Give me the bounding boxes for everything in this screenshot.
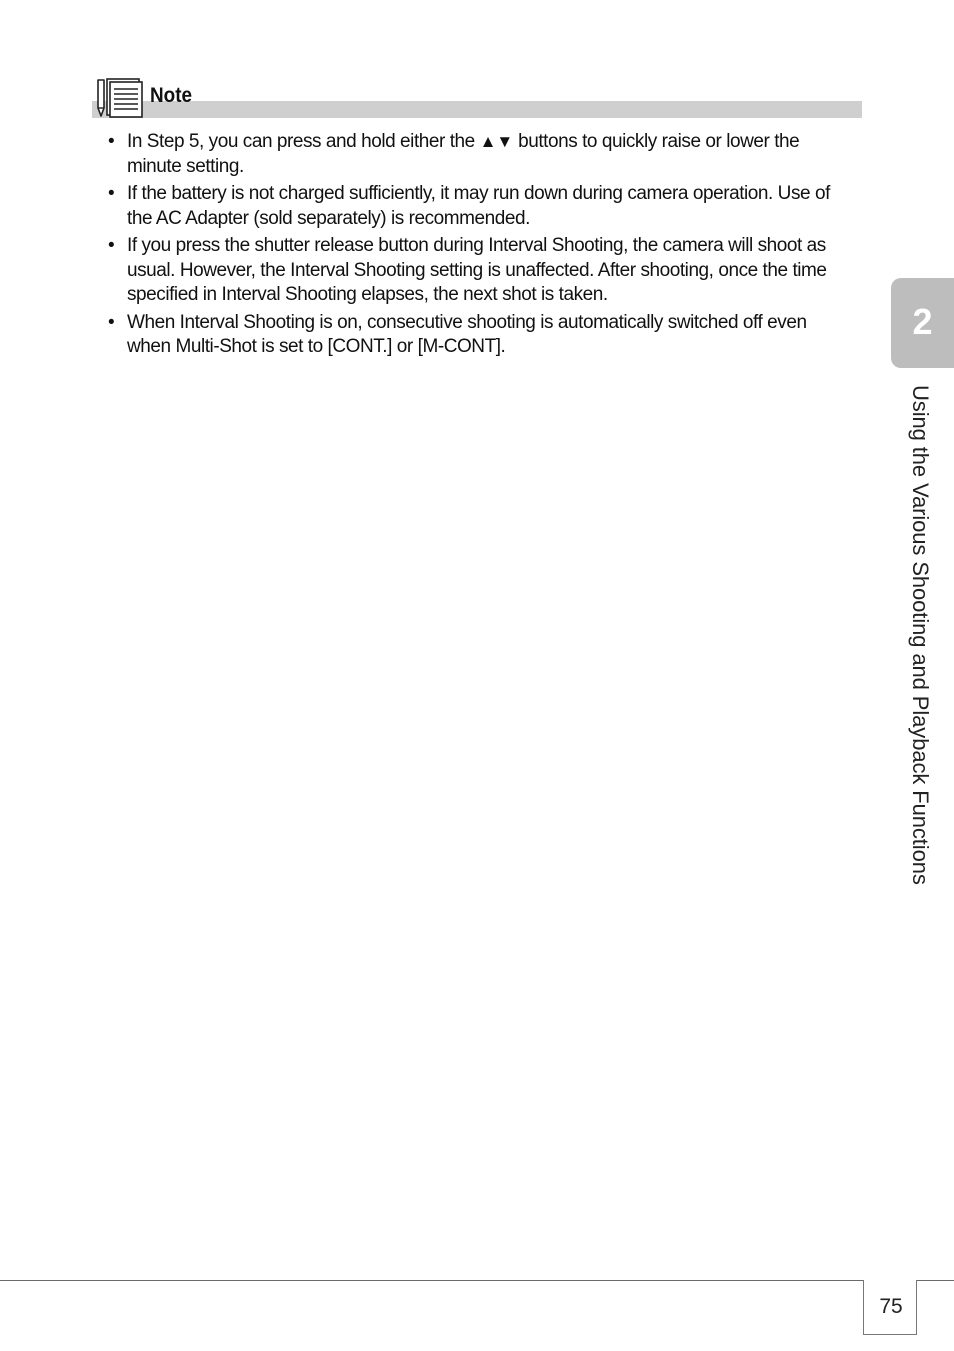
chapter-title: Using the Various Shooting and Playback Functions xyxy=(908,385,933,885)
chapter-tab xyxy=(891,278,954,368)
bullet: • xyxy=(108,311,115,333)
list-item-text: In Step 5, you can press and hold either the xyxy=(127,131,480,152)
page-number-box xyxy=(863,1280,917,1335)
note-header xyxy=(92,78,862,120)
note-title: Note xyxy=(150,84,193,107)
list-item-text: When Interval Shooting is on, consecutive shooting is automatically switched off even when Multi-Shot is set to [CONT.] or [M-CONT]. xyxy=(127,311,807,357)
list-item-text: If you press the shutter release button during Interval Shooting, the camera will shoot as usual. However, the Interval Shooting setting is unaffected. After shooting, once the time specified in Interval Shooting elapses, the next shot is taken. xyxy=(127,235,827,305)
footer-divider xyxy=(0,1280,954,1281)
list-item-text: buttons to quickly raise or lower the minute setting. xyxy=(127,131,800,177)
bullet: • xyxy=(108,131,115,152)
chapter-number: 2 xyxy=(912,301,933,342)
list-item xyxy=(108,234,853,308)
up-down-arrow-icon: ▲▼ xyxy=(479,132,514,151)
note-list xyxy=(108,130,853,363)
list-item-text: If the battery is not charged sufficiently, it may run down during camera operation. Use of the AC Adapter (sold separately) is recommended. xyxy=(127,183,830,229)
list-item xyxy=(108,311,853,360)
note-header-bar xyxy=(92,101,862,118)
note-pad-icon xyxy=(94,78,144,118)
list-item xyxy=(108,130,853,179)
list-item xyxy=(108,182,853,231)
page-number: 75 xyxy=(879,1295,903,1318)
bullet: • xyxy=(108,183,115,204)
bullet: • xyxy=(108,235,115,256)
